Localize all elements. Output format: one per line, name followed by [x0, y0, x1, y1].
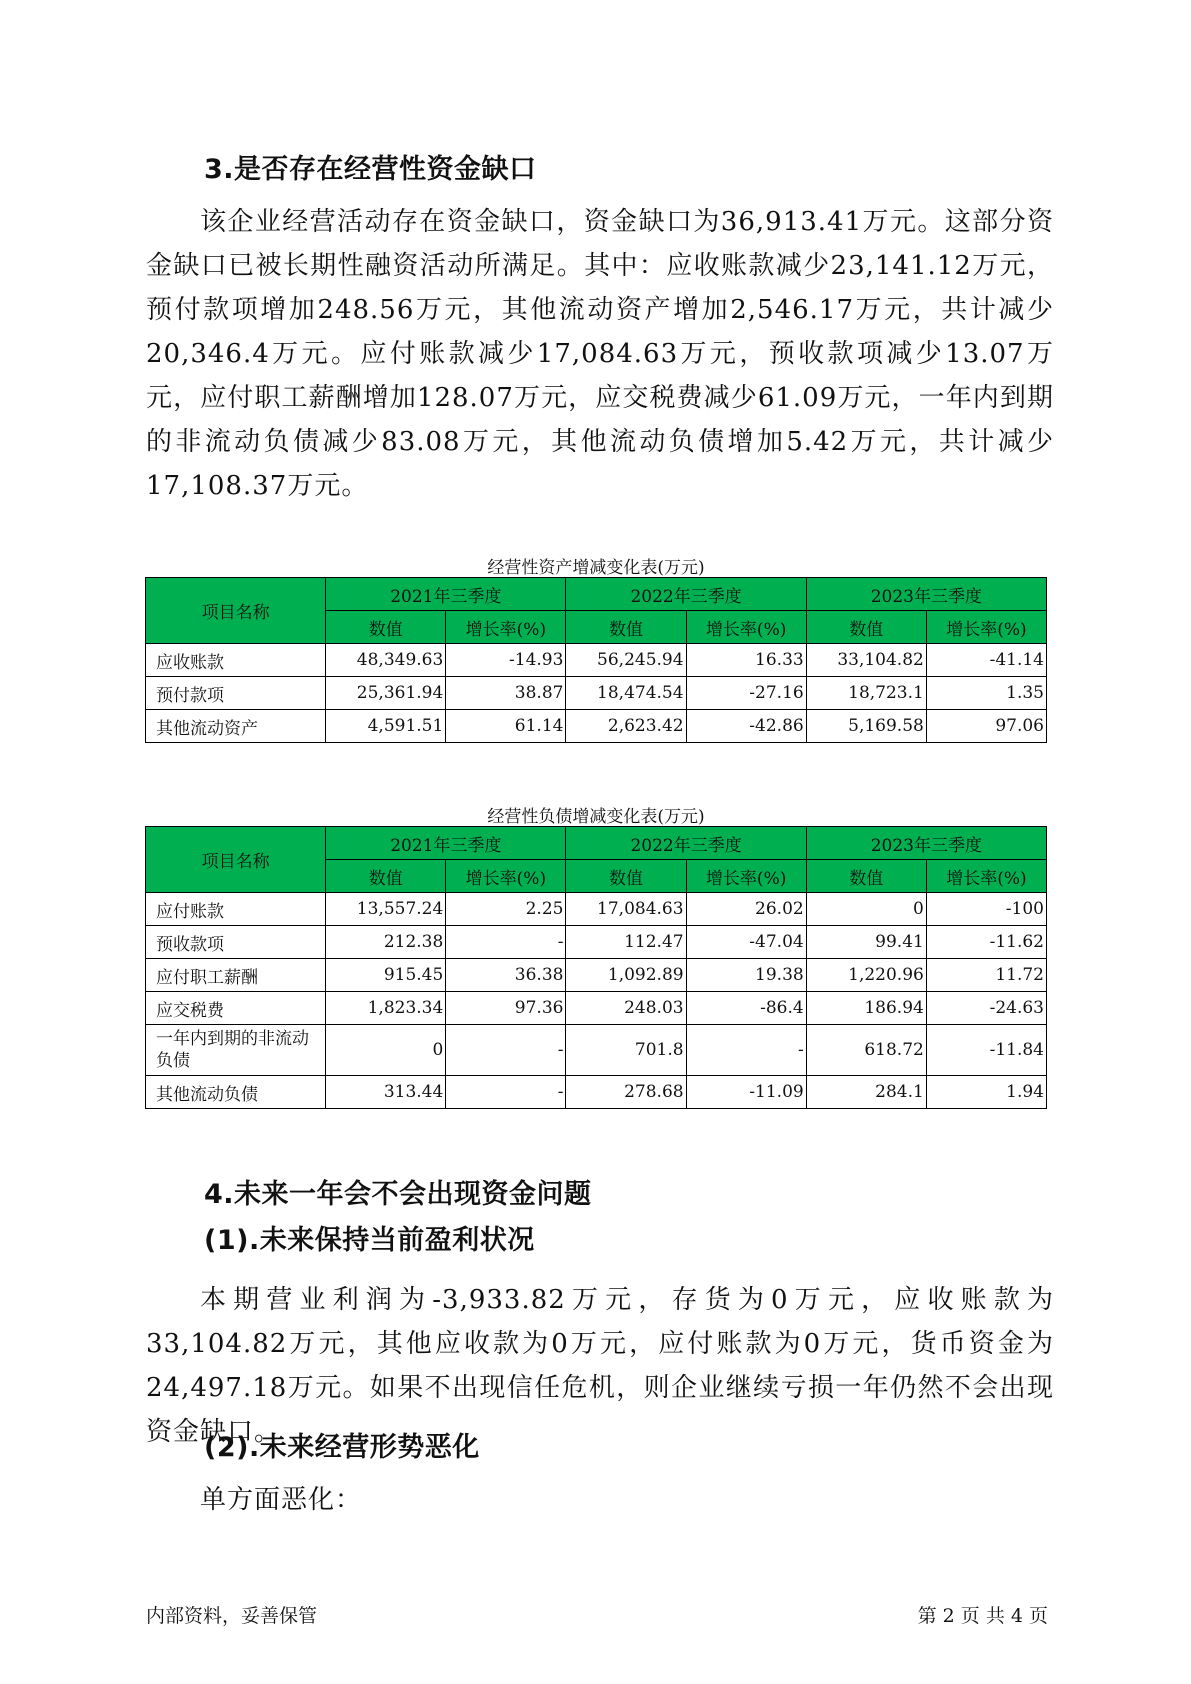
item-name-header: 项目名称 [146, 578, 326, 644]
table-cell: 1.94 [926, 1076, 1046, 1109]
table-cell: 278.68 [566, 1076, 686, 1109]
row-name: 一年内到期的非流动负债 [146, 1025, 326, 1076]
table-row [146, 959, 1047, 992]
table-cell: 33,104.82 [806, 644, 926, 677]
table-cell: 11.72 [926, 959, 1046, 992]
footer-confidential-note: 内部资料，妥善保管 [146, 1605, 318, 1627]
row-name: 预收款项 [146, 926, 326, 959]
table-cell: -11.84 [926, 1025, 1046, 1076]
table-cell: 18,474.54 [566, 677, 686, 710]
table-cell: 19.38 [686, 959, 806, 992]
table-row [146, 893, 1047, 926]
table-row [146, 992, 1047, 1025]
table-cell: 1,823.34 [326, 992, 446, 1025]
value-header: 数值 [326, 611, 446, 644]
table-cell: 0 [806, 893, 926, 926]
value-header: 数值 [806, 611, 926, 644]
table-cell: 17,084.63 [566, 893, 686, 926]
table-cell: 13,557.24 [326, 893, 446, 926]
section-4-heading: 4.未来一年会不会出现资金问题 [204, 1179, 592, 1210]
liabilities-table [145, 826, 1047, 1109]
table-row [146, 1025, 1047, 1076]
table-cell: -24.63 [926, 992, 1046, 1025]
table-cell: - [446, 1025, 566, 1076]
growth-header: 增长率(%) [686, 860, 806, 893]
table-cell: -14.93 [446, 644, 566, 677]
table-cell: 18,723.1 [806, 677, 926, 710]
table-cell: -11.09 [686, 1076, 806, 1109]
assets-table [145, 577, 1047, 743]
item-name-header: 项目名称 [146, 827, 326, 893]
growth-header: 增长率(%) [926, 611, 1046, 644]
table-cell: 1,092.89 [566, 959, 686, 992]
table-cell: 618.72 [806, 1025, 926, 1076]
table-cell: 915.45 [326, 959, 446, 992]
table-cell: - [446, 926, 566, 959]
section-4-1-paragraph: 本期营业利润为-3,933.82万元，存货为0万元，应收账款为33,104.82万元，其他应收款为0万元，应付账款为0万元，货币资金为24,497.18万元。如果不出现信任危机，则企业继续亏损一年仍然不会出现资金缺口。 [146, 1285, 1054, 1447]
table-cell: -100 [926, 893, 1046, 926]
table-cell: 1.35 [926, 677, 1046, 710]
table-cell: 38.87 [446, 677, 566, 710]
table-cell: 1,220.96 [806, 959, 926, 992]
table-cell: -86.4 [686, 992, 806, 1025]
row-name: 其他流动资产 [146, 710, 326, 743]
table-cell: -11.62 [926, 926, 1046, 959]
growth-header: 增长率(%) [686, 611, 806, 644]
table-cell: 2.25 [446, 893, 566, 926]
value-header: 数值 [566, 611, 686, 644]
table-cell: -42.86 [686, 710, 806, 743]
table-cell: 25,361.94 [326, 677, 446, 710]
table-row [146, 710, 1047, 743]
table-cell: 97.36 [446, 992, 566, 1025]
growth-header: 增长率(%) [926, 860, 1046, 893]
row-name: 应收账款 [146, 644, 326, 677]
table-cell: 4,591.51 [326, 710, 446, 743]
table-cell: 112.47 [566, 926, 686, 959]
table-cell: 186.94 [806, 992, 926, 1025]
table-cell: 701.8 [566, 1025, 686, 1076]
liabilities-table-caption: 经营性负债增减变化表(万元) [487, 807, 705, 827]
table-cell: 36.38 [446, 959, 566, 992]
section-3-paragraph: 该企业经营活动存在资金缺口，资金缺口为36,913.41万元。这部分资金缺口已被长期性融资活动所满足。其中：应收账款减少23,141.12万元，预付款项增加248.56万元，其他流动资产增加2,546.17万元，共计减少20,346.4万元。应付账款减少17,084.63万元，预收款项减少13.07万元，应付职工薪酬增加128.07万元，应交税费减少61.09万元，一年内到期的非流动负债减少83.08万元，其他流动负债增加5.42万元，共计减少17,108.37万元。 [146, 207, 1054, 501]
period-header: 2023年三季度 [806, 578, 1046, 611]
row-name: 应交税费 [146, 992, 326, 1025]
value-header: 数值 [566, 860, 686, 893]
table-cell: 212.38 [326, 926, 446, 959]
row-name: 应付账款 [146, 893, 326, 926]
table-cell: 56,245.94 [566, 644, 686, 677]
table-cell: 99.41 [806, 926, 926, 959]
row-name: 其他流动负债 [146, 1076, 326, 1109]
table-cell: 313.44 [326, 1076, 446, 1109]
row-name: 预付款项 [146, 677, 326, 710]
table-row [146, 926, 1047, 959]
table-cell: 248.03 [566, 992, 686, 1025]
table-row [146, 1076, 1047, 1109]
table-cell: - [446, 1076, 566, 1109]
period-header: 2022年三季度 [566, 827, 806, 860]
footer-page-number: 第 2 页 共 4 页 [917, 1605, 1048, 1627]
value-header: 数值 [326, 860, 446, 893]
growth-header: 增长率(%) [446, 611, 566, 644]
table-cell: -47.04 [686, 926, 806, 959]
table-cell: 48,349.63 [326, 644, 446, 677]
table-cell: 97.06 [926, 710, 1046, 743]
section-4-2-heading: (2).未来经营形势恶化 [204, 1432, 480, 1463]
table-cell: 61.14 [446, 710, 566, 743]
table-cell: 26.02 [686, 893, 806, 926]
value-header: 数值 [806, 860, 926, 893]
assets-table-caption: 经营性资产增减变化表(万元) [487, 558, 705, 578]
table-cell: 2,623.42 [566, 710, 686, 743]
table-cell: 16.33 [686, 644, 806, 677]
table-cell: 0 [326, 1025, 446, 1076]
table-row [146, 677, 1047, 710]
period-header: 2022年三季度 [566, 578, 806, 611]
period-header: 2023年三季度 [806, 827, 1046, 860]
table-row [146, 644, 1047, 677]
table-cell: - [686, 1025, 806, 1076]
table-cell: -41.14 [926, 644, 1046, 677]
section-3-heading: 3.是否存在经营性资金缺口 [204, 154, 537, 185]
table-cell: -27.16 [686, 677, 806, 710]
row-name: 应付职工薪酬 [146, 959, 326, 992]
growth-header: 增长率(%) [446, 860, 566, 893]
section-4-2-paragraph: 单方面恶化： [200, 1485, 363, 1515]
section-4-1-heading: (1).未来保持当前盈利状况 [204, 1225, 535, 1256]
table-cell: 284.1 [806, 1076, 926, 1109]
period-header: 2021年三季度 [326, 827, 566, 860]
period-header: 2021年三季度 [326, 578, 566, 611]
table-cell: 5,169.58 [806, 710, 926, 743]
